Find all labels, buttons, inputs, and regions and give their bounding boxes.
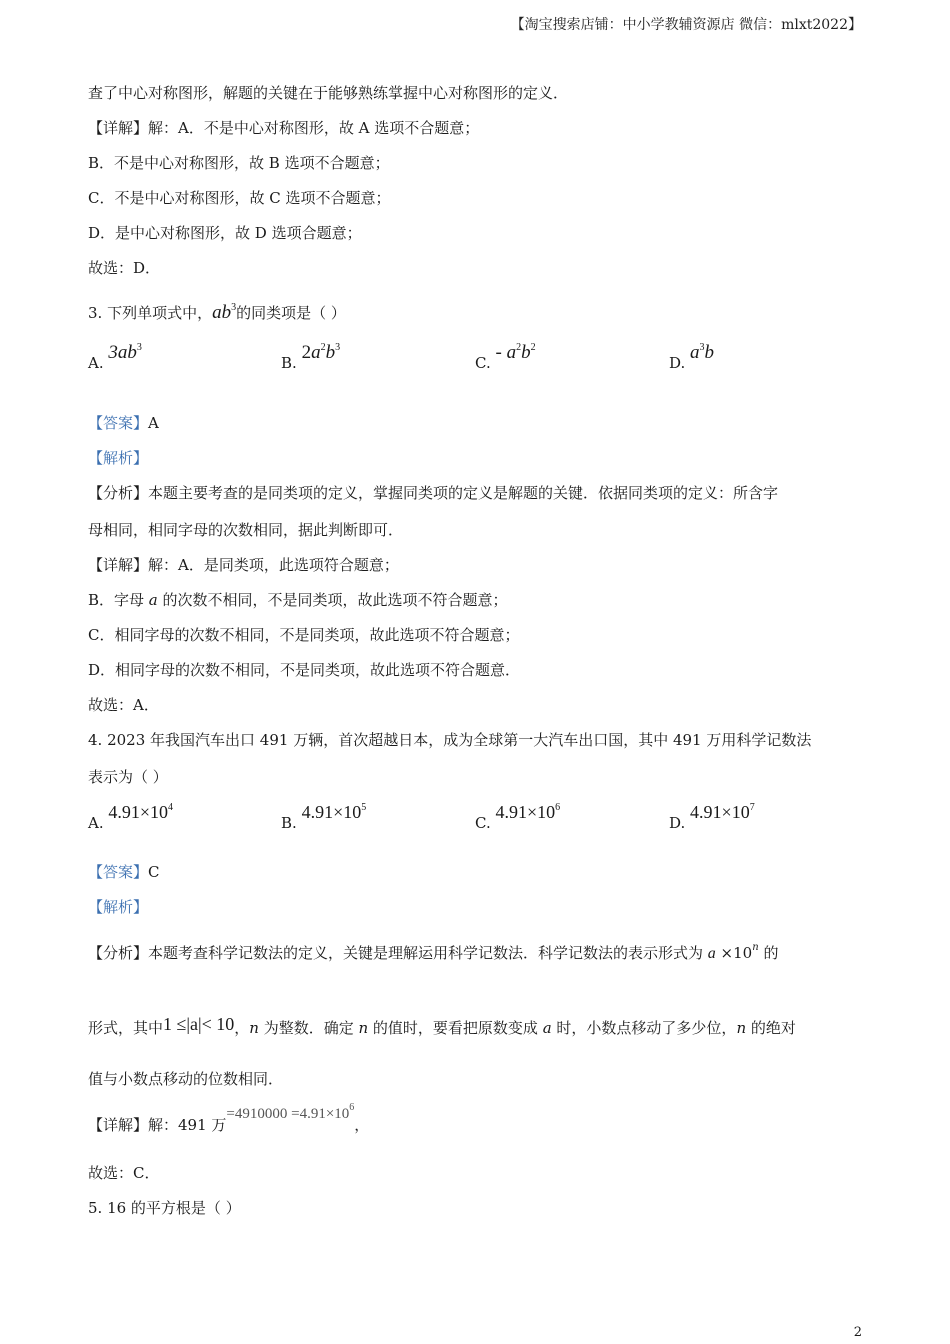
q3-option-c: C. - $a^2b^2$ [475,342,536,372]
q4-option-a: A. $4.91\times 10^4$ [88,802,174,832]
q4-detail: 【详解】解：491 万$=4910000 =4.91\times 10^6$， [88,1102,370,1134]
q4-stem-line2: 表示为（ ） [88,768,168,786]
q4-stem-line1: 4. 2023 年我国汽车出口 491 万辆，首次超越日本，成为全球第一大汽车出口国，其中 491 万用科学记数法 [88,731,812,749]
q3-answer: 【答案】A [88,414,159,432]
q4-option-b: B. $4.91\times 10^5$ [281,802,367,832]
q2-option-c-explain: C．不是中心对称图形，故 C 选项不合题意； [88,189,391,207]
q4-choice: 故选：C． [88,1164,160,1182]
q4-option-c: C. $4.91\times 10^6$ [475,802,561,832]
q2-detail: 【详解】解：A．不是中心对称图形，故 A 选项不合题意； [88,119,480,137]
q3-analysis-line1: 【分析】本题主要考查的是同类项的定义，掌握同类项的定义是解题的关键．依据同类项的定义：所含字 [88,484,779,502]
q4-option-d: D. $4.91\times 10^7$ [669,802,755,832]
q2-intro-continuation: 查了中心对称图形，解题的关键在于能够熟练掌握中心对称图形的定义． [88,84,569,102]
page-header: 【淘宝搜索店铺：中小学教辅资源店 微信：mlxt2022】 [510,17,862,33]
q4-analysis-line3: 值与小数点移动的位数相同． [88,1070,284,1088]
q3-analysis-line2: 母相同，相同字母的次数相同，据此判断即可． [88,521,404,539]
q3-option-a: A. $3ab^3$ [88,342,142,372]
q3-option-d-explain: D．相同字母的次数不相同，不是同类项，故此选项不符合题意． [88,661,521,679]
q2-option-b-explain: B．不是中心对称图形，故 B 选项不合题意； [88,154,390,172]
q3-stem-expression: $ab^3$ [212,302,237,323]
q3-option-d: D. $a^3b$ [669,342,715,372]
q4-answer: 【答案】C [88,863,160,881]
q4-analysis-tag: 【解析】 [88,898,149,916]
page-number: 2 [853,1325,862,1340]
q3-choice: 故选：A． [88,696,159,714]
q3-option-b: B. $2a^2b^3$ [281,342,341,372]
q3-option-c-explain: C．相同字母的次数不相同，不是同类项，故此选项不符合题意； [88,626,520,644]
q3-stem: 3. 下列单项式中，$ab^3$的同类项是（ ） [88,302,346,323]
q5-stem: 5. 16 的平方根是（ ） [88,1199,241,1217]
q4-analysis-line2: 形式，其中1 ≤|a|< 10，n 为整数．确定 n 的值时，要看把原数变成 a 时，小数点移动了多少位，n 的绝对 [88,1014,796,1037]
q3-option-b-explain: B．字母 a 的次数不相同，不是同类项，故此选项不符合题意； [88,591,508,609]
q3-detail: 【详解】解：A．是同类项，此选项符合题意； [88,556,399,574]
q2-option-d-explain: D．是中心对称图形，故 D 选项合题意； [88,224,362,242]
q3-analysis-tag: 【解析】 [88,449,149,467]
q4-analysis-line1: 【分析】本题考查科学记数法的定义，关键是理解运用科学记数法．科学记数法的表示形式为 $a \times 10^n$ 的 [88,942,779,962]
q2-choice: 故选：D． [88,259,161,277]
